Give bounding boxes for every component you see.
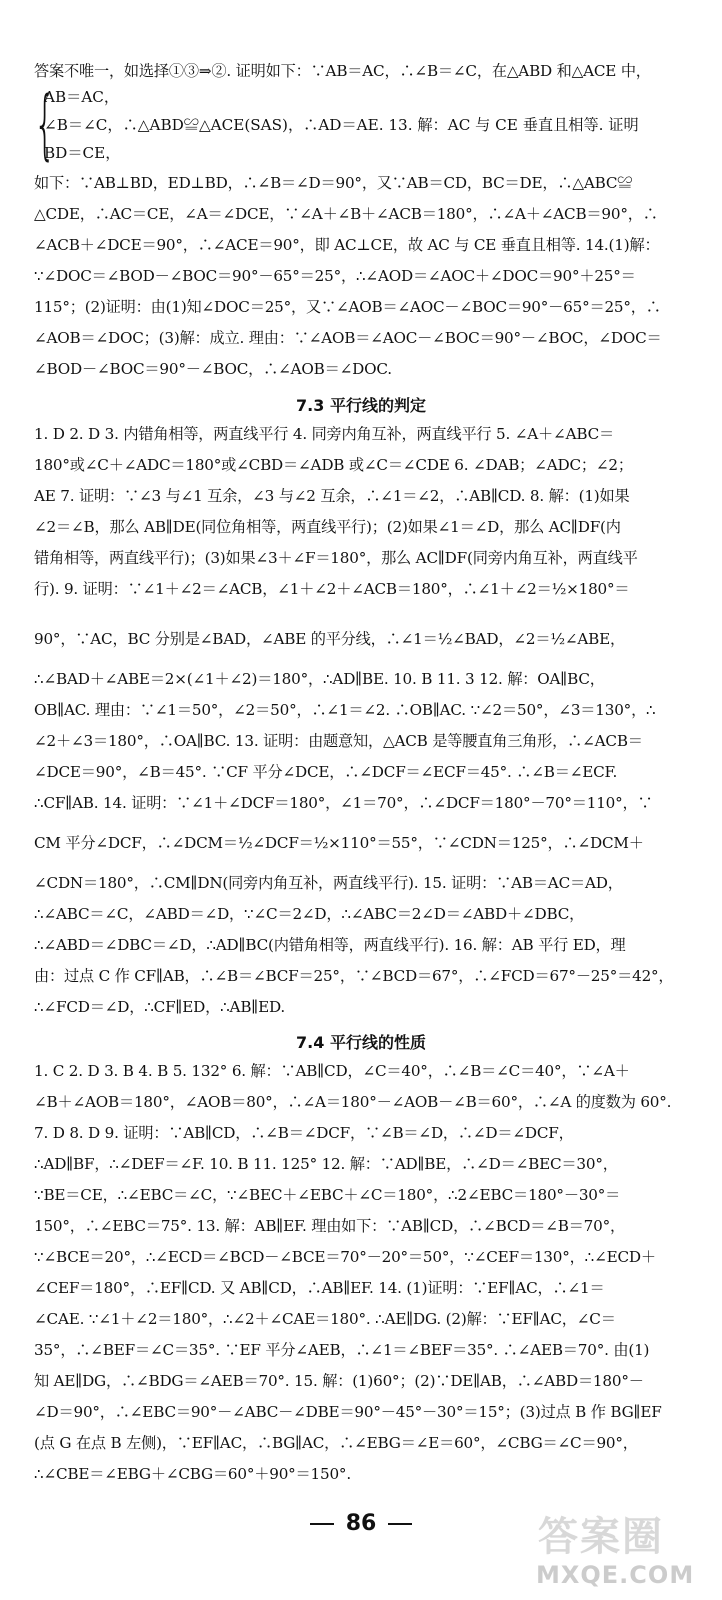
text-line: 错角相等，两直线平行)；(3)如果∠3＋∠F＝180°，那么 AC∥DF(同旁内角互补，两直线平: [34, 549, 638, 567]
text-line: ∵∠BCE＝20°，∴∠ECD＝∠BCD－∠BCE＝70°－20°＝50°，∵∠CEF＝130°，∴∠ECD＋: [34, 1248, 656, 1266]
text-line: AE 7. 证明：∵∠3 与∠1 互余，∠3 与∠2 互余，∴∠1＝∠2，∴AB∥CD. 8. 解：(1)如果: [34, 487, 630, 505]
text-line: (点 G 在点 B 左侧)，∵EF∥AC，∴BG∥AC，∴∠EBG＝∠E＝60°，∠CBG＝∠C＝90°，: [34, 1434, 638, 1452]
text-line: ∠B＋∠AOB＝180°，∠AOB＝80°，∴∠A＝180°－∠AOB－∠B＝60°，∴∠A 的度数为 60°.: [34, 1093, 672, 1111]
text-line: 由：过点 C 作 CF∥AB，∴∠B＝∠BCF＝25°，∵∠BCD＝67°，∴∠FCD＝67°－25°＝42°，: [34, 967, 674, 985]
text-line: ∵∠DOC＝∠BOD－∠BOC＝90°－65°＝25°，∴∠AOD＝∠AOC＋∠DOC＝90°＋25°＝: [34, 267, 636, 285]
text-line: ∵BE＝CE，∴∠EBC＝∠C，∵∠BEC＋∠EBC＋∠C＝180°，∴2∠EBC＝180°－30°＝: [34, 1186, 621, 1204]
text-line: ∴∠BAD＋∠ABE＝2×(∠1＋∠2)＝180°，∴AD∥BE. 10. B 11. 3 12. 解：OA∥BC，: [34, 670, 605, 688]
text-line: ∠AOB＝∠DOC；(3)解：成立. 理由：∵∠AOB＝∠AOC－∠BOC＝90°－∠BOC，∠DOC＝: [34, 329, 662, 347]
watermark-title: 答案圈: [538, 1514, 664, 1560]
text-line: 150°，∴∠EBC＝75°. 13. 解：AB∥EF. 理由如下：∵AB∥CD，∴∠BCD＝∠B＝70°，: [34, 1217, 625, 1235]
text-line: ∴CF∥AB. 14. 证明：∵∠1＋∠DCF＝180°，∠1＝70°，∴∠DCF＝180°－70°＝110°，∵: [34, 794, 653, 812]
text-line: 1. C 2. D 3. B 4. B 5. 132° 6. 解：∵AB∥CD，∠C＝40°，∴∠B＝∠C＝40°，∵∠A＋: [34, 1062, 630, 1080]
dash-right-icon: [388, 1523, 412, 1525]
watermark-logo: [530, 1505, 716, 1595]
text-line: 如下：∵AB⊥BD，ED⊥BD，∴∠B＝∠D＝90°，又∵AB＝CD，BC＝DE，∴△ABC≌: [34, 174, 633, 192]
condition-row: AB＝AC，: [44, 88, 120, 106]
text-line: ∠2＋∠3＝180°，∴OA∥BC. 13. 证明：由题意知，△ACB 是等腰直角三角形，∴∠ACB＝: [34, 732, 643, 750]
text-line: CM 平分∠DCF，∴∠DCM＝½∠DCF＝½×110°＝55°，∵∠CDN＝125°，∴∠DCM＋: [34, 834, 644, 852]
text-line: ∠CEF＝180°，∴EF∥CD. 又 AB∥CD，∴AB∥EF. 14. (1)证明：∵EF∥AC，∴∠1＝: [34, 1279, 605, 1297]
page-number-value: 86: [345, 1511, 377, 1536]
text-line: ∠CDN＝180°，∴CM∥DN(同旁内角互补，两直线平行). 15. 证明：∵AB＝AC＝AD，: [34, 874, 623, 892]
system-of-conditions: [34, 79, 694, 168]
text-line: 7. D 8. D 9. 证明：∵AB∥CD，∴∠B＝∠DCF，∵∠B＝∠D，∴∠D＝∠DCF，: [34, 1124, 574, 1142]
text-line: 知 AE∥DG，∴∠BDG＝∠AEB＝70°. 15. 解：(1)60°；(2)∵DE∥AB，∴∠ABD＝180°－: [34, 1372, 644, 1390]
text-line: ∴∠ABD＝∠DBC＝∠D，∴AD∥BC(内错角相等，两直线平行). 16. 解：AB 平行 ED，理: [34, 936, 626, 954]
condition-row: ∠B＝∠C，∴△ABD≌△ACE(SAS)，∴AD＝AE. 13. 解：AC 与 CE 垂直且相等. 证明: [44, 116, 639, 134]
text-line: 35°，∴∠BEF＝∠C＝35°. ∵EF 平分∠AEB，∴∠1＝∠BEF＝35°. ∴∠AEB＝70°. 由(1): [34, 1341, 650, 1359]
text-line: 答案不唯一，如选择①③⇒②. 证明如下：∵AB＝AC，∴∠B＝∠C，在△ABD 和△ACE 中，: [34, 62, 651, 80]
text-line: ∠BOD－∠BOC＝90°－∠BOC，∴∠AOB＝∠DOC.: [34, 360, 392, 378]
left-brace-icon: {: [34, 79, 56, 168]
text-line: 115°；(2)证明：由(1)知∠DOC＝25°，又∵∠AOB＝∠AOC－∠BOC＝90°－65°＝25°，∴: [34, 298, 661, 316]
text-line: ∠2＝∠B，那么 AB∥DE(同位角相等，两直线平行)；(2)如果∠1＝∠D，那么 AC∥DF(内: [34, 518, 621, 536]
text-line: ∴∠ABC＝∠C，∠ABD＝∠D，∵∠C＝2∠D，∴∠ABC＝2∠D＝∠ABD＋∠DBC，: [34, 905, 585, 923]
text-line: △CDE，∴AC＝CE，∠A＝∠DCE，∵∠A＋∠B＋∠ACB＝180°，∴∠A＋∠ACB＝90°，∴: [34, 205, 658, 223]
section-heading-7-3: 7.3 平行线的判定: [296, 396, 426, 415]
condition-row: BD＝CE，: [44, 144, 121, 162]
text-line: OB∥AC. 理由：∵∠1＝50°，∠2＝50°，∴∠1＝∠2. ∴OB∥AC. ∵∠2＝50°，∠3＝130°，∴: [34, 701, 656, 719]
text-line: ∠D＝90°，∴∠EBC＝90°－∠ABC－∠DBE＝90°－45°－30°＝15°；(3)过点 B 作 BG∥EF: [34, 1403, 662, 1421]
text-line: ∠DCE＝90°，∠B＝45°. ∵CF 平分∠DCE，∴∠DCF＝∠ECF＝45°. ∴∠B＝∠ECF.: [34, 763, 618, 781]
watermark-url: MXQE.COM: [536, 1561, 695, 1589]
text-line: ∴∠CBE＝∠EBG＋∠CBG＝60°＋90°＝150°.: [34, 1465, 351, 1483]
text-line: ∴AD∥BF，∴∠DEF＝∠F. 10. B 11. 125° 12. 解：∵AD∥BE，∴∠D＝∠BEC＝30°，: [34, 1155, 618, 1173]
text-line: 1. D 2. D 3. 内错角相等，两直线平行 4. 同旁内角互补，两直线平行 5. ∠A＋∠ABC＝: [34, 425, 614, 443]
section-heading-7-4: 7.4 平行线的性质: [296, 1033, 426, 1052]
text-line: 行). 9. 证明：∵∠1＋∠2＝∠ACB，∠1＋∠2＋∠ACB＝180°，∴∠1＋∠2＝½×180°＝: [34, 580, 630, 598]
text-line: ∴∠FCD＝∠D，∴CF∥ED，∴AB∥ED.: [34, 998, 286, 1016]
text-line: ∠CAE. ∵∠1＋∠2＝180°，∴∠2＋∠CAE＝180°. ∴AE∥DG. (2)解：∵EF∥AC，∠C＝: [34, 1310, 616, 1328]
text-line: 180°或∠C＋∠ADC＝180°或∠CBD＝∠ADB 或∠C＝∠CDE 6. ∠DAB；∠ADC；∠2；: [34, 456, 633, 474]
text-line: 90°，∵AC，BC 分别是∠BAD，∠ABE 的平分线，∴∠1＝½∠BAD，∠2＝½∠ABE，: [34, 630, 625, 648]
text-line: ∠ACB＋∠DCE＝90°，∴∠ACE＝90°，即 AC⊥CE，故 AC 与 CE 垂直且相等. 14.(1)解：: [34, 236, 660, 254]
dash-left-icon: [310, 1523, 334, 1525]
